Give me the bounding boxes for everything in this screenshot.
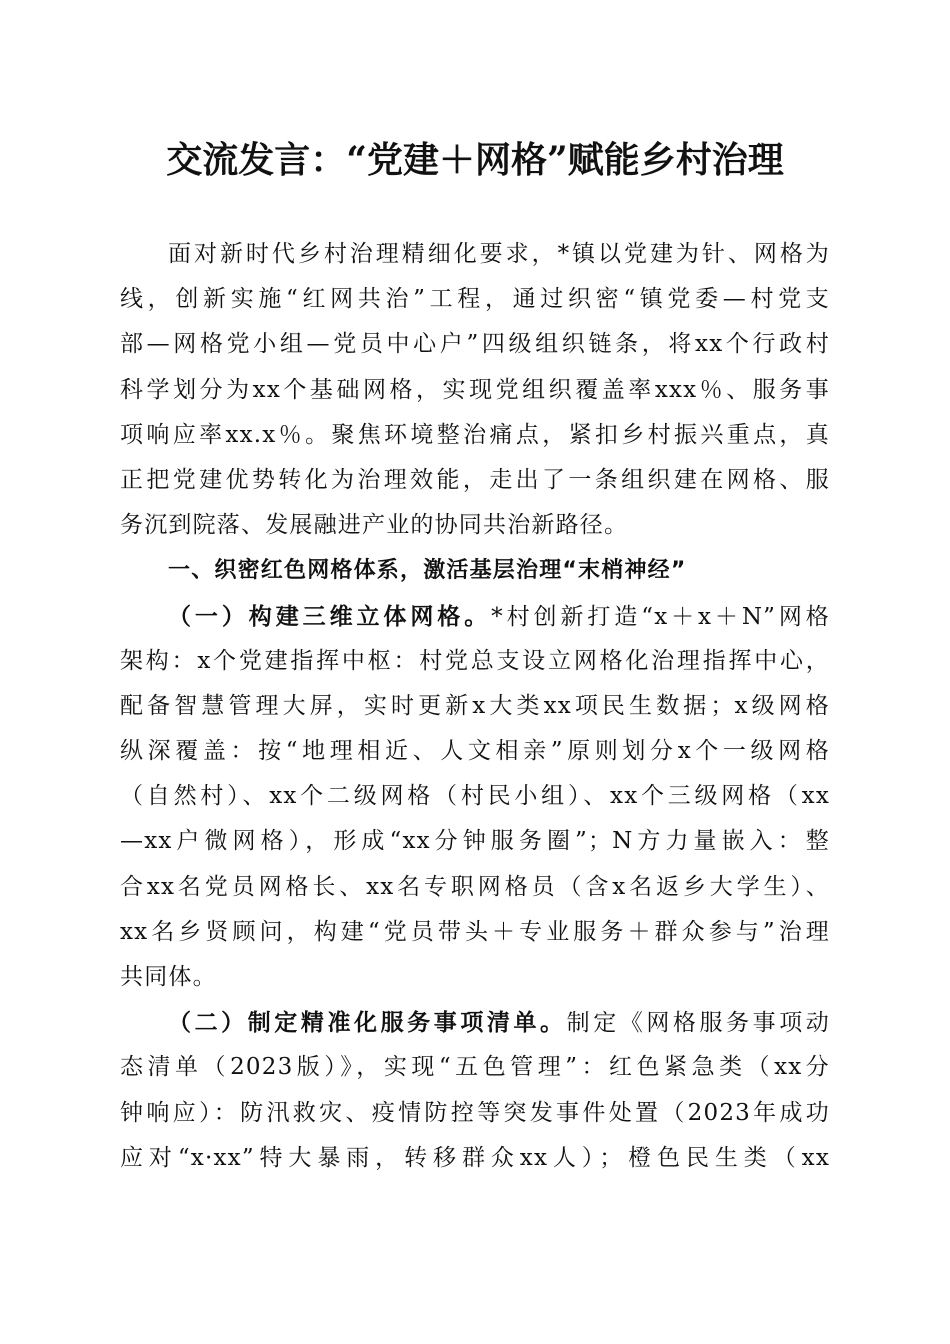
subsection-text: *村创新打造“x＋x＋N”网格 <box>491 603 830 630</box>
text-line: 合xx名党员网格长、xx名专职网格员（含x名返乡大学生）、 <box>120 873 830 900</box>
text-line: 正把党建优势转化为治理效能，走出了一条组织建在网格、服 <box>120 466 830 493</box>
text-line: 纵深覆盖：按“地理相近、人文相亲”原则划分x个一级网格 <box>120 738 830 765</box>
subsection-text: 制定《网格服务事项动 <box>566 1010 830 1037</box>
document-title: 交流发言：“党建＋网格”赋能乡村治理 <box>166 139 784 181</box>
text-line: 态清单（2023版）》，实现“五色管理”：红色紧急类（xx分 <box>120 1054 830 1081</box>
text-line: 务沉到院落、发展融进产业的协同共治新路径。 <box>120 512 629 539</box>
subsection-2 <box>120 1000 830 1181</box>
text-line: 共同体。 <box>120 964 217 990</box>
text-line: 架构：x个党建指挥中枢：村党总支设立网格化治理指挥中心， <box>120 647 830 674</box>
document-body <box>120 232 830 1181</box>
section-heading-1: 一、织密红色网格体系，激活基层治理“末梢神经” <box>168 558 687 584</box>
text-line: 线，创新实施“红网共治”工程，通过织密“镇党委—村党支 <box>120 286 830 313</box>
subsection-lead: （二）制定精准化服务事项清单。 <box>168 1009 567 1037</box>
text-line: 钟响应）：防汛救灾、疫情防控等突发事件处置（2023年成功 <box>120 1099 830 1126</box>
text-line: 面对新时代乡村治理精细化要求，*镇以党建为针、网格为 <box>168 241 830 267</box>
text-line: 项响应率xx.x％。聚焦环境整治痛点，紧扣乡村振兴重点，真 <box>120 421 830 448</box>
subsection-1 <box>120 594 830 1001</box>
text-line: —xx户微网格），形成“xx分钟服务圈”；N方力量嵌入：整 <box>120 828 830 855</box>
text-line: 科学划分为xx个基础网格，实现党组织覆盖率xxx％、服务事 <box>120 376 830 403</box>
text-line <box>120 1000 830 1045</box>
subsection-lead: （一）构建三维立体网格。 <box>168 602 492 630</box>
text-line: 部—网格党小组—党员中心户”四级组织链条，将xx个行政村 <box>120 331 830 358</box>
text-line: （自然村）、xx个二级网格（村民小组）、xx个三级网格（xx <box>120 783 830 810</box>
text-line: 配备智慧管理大屏，实时更新x大类xx项民生数据；x级网格 <box>120 692 830 719</box>
intro-paragraph <box>120 232 830 548</box>
text-line: 应对“x·xx”特大暴雨，转移群众xx人）；橙色民生类（xx <box>120 1144 830 1171</box>
text-line: xx名乡贤顾问，构建“党员带头＋专业服务＋群众参与”治理 <box>120 918 830 945</box>
text-line <box>120 594 830 639</box>
